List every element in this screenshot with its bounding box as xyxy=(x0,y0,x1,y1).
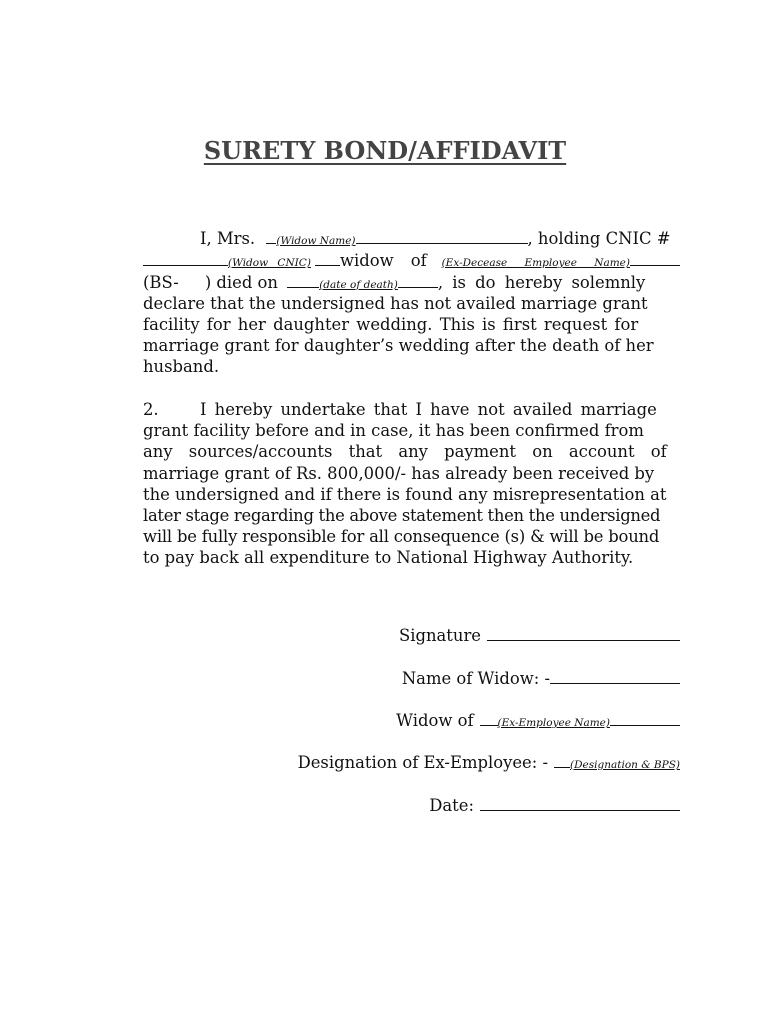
solemnly-text: , is do hereby solemnly xyxy=(437,273,646,292)
date-line xyxy=(480,796,680,811)
date-row xyxy=(429,796,680,815)
para2-number: 2. xyxy=(143,400,159,419)
signature-blank xyxy=(487,626,680,641)
blank xyxy=(266,229,276,244)
date-hint: (date of death) xyxy=(319,279,398,291)
widow-of-text: widow of xyxy=(339,251,427,270)
para1-line2 xyxy=(143,250,680,274)
para2-line1 xyxy=(143,399,680,420)
para2-line4: marriage grant of Rs. 800,000/- has already been received by xyxy=(143,464,655,483)
widow-name-label: Name of Widow: - xyxy=(401,669,550,688)
date-blank xyxy=(287,273,319,288)
ex-employee-name-hint: (Ex-Employee Name) xyxy=(497,717,610,729)
para1-intro: I, Mrs. xyxy=(200,229,256,248)
widow-name-row xyxy=(402,669,680,688)
widow-cnic-hint: (Widow CNIC) xyxy=(228,257,311,269)
bs-open: (BS- xyxy=(143,273,179,292)
widow-of-blank-tail xyxy=(610,711,680,726)
para1-line4: declare that the undersigned has not availed marriage grant xyxy=(143,294,648,313)
widow-of-label: Widow of xyxy=(396,711,474,730)
para2-line6: later stage regarding the above statement then the undersigned xyxy=(143,506,661,525)
widow-of-row xyxy=(396,711,680,730)
date-blank-tail xyxy=(398,273,438,288)
para2-line2: grant facility before and in case, it has been confirmed from xyxy=(143,421,644,440)
cnic-blank-tail xyxy=(315,251,340,266)
holding-cnic-text: , holding CNIC # xyxy=(527,229,671,248)
died-on-text: ) died on xyxy=(204,273,278,292)
document-title: SURETY BOND/AFFIDAVIT xyxy=(203,136,567,165)
signature-label: Signature xyxy=(399,626,481,645)
designation-row xyxy=(298,753,680,772)
para1-line1 xyxy=(143,228,680,252)
designation-blank xyxy=(554,753,570,768)
employee-name-blank xyxy=(630,251,680,266)
para1-line5: facility for her daughter wedding. This is first request for xyxy=(143,315,639,334)
widow-name-line xyxy=(550,669,680,684)
designation-label: Designation of Ex-Employee: - xyxy=(297,753,549,772)
widow-name-hint: (Widow Name) xyxy=(276,235,356,247)
para2-line1-text: I hereby undertake that I have not availed marriage xyxy=(200,400,657,419)
para1-line7: husband. xyxy=(143,357,220,376)
widow-of-blank xyxy=(480,711,498,726)
para2-line5: the undersigned and if there is found any misrepresentation at xyxy=(143,485,667,504)
widow-name-blank xyxy=(356,229,528,244)
employee-name-hint: (Ex-Decease Employee Name) xyxy=(441,257,630,269)
designation-hint: (Designation & BPS) xyxy=(570,759,680,771)
para1-line6: marriage grant for daughter’s wedding after the death of her xyxy=(143,336,654,355)
date-label: Date: xyxy=(429,796,474,815)
signature-row xyxy=(399,626,680,645)
para2-line7: will be fully responsible for all consequence (s) & will be bound xyxy=(143,527,660,546)
para2-line8: to pay back all expenditure to National Highway Authority. xyxy=(143,548,634,567)
para2-line3: any sources/accounts that any payment on account of xyxy=(143,442,667,461)
cnic-blank xyxy=(143,251,228,266)
